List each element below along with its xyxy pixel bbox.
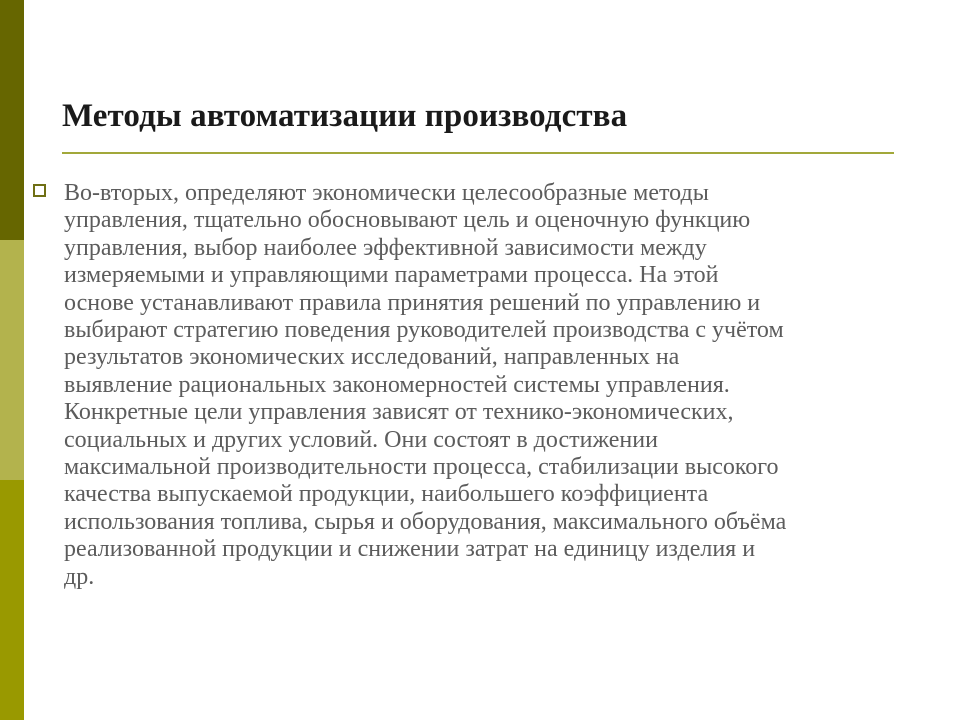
square-bullet-icon	[33, 184, 46, 197]
sidebar-decoration	[0, 0, 24, 720]
bullet-paragraph: Во-вторых, определяют экономически целесообразные методы управления, тщательно обосновывают цель и оценочную функцию управления, выбор наиболее эффективной зависимости между измеряемыми и управляющими параметрами процесса. На этой основе устанавливают правила принятия решений по управлению и выбирают стратегию поведения руководителей производства с учётом результатов экономических исследований, направленных на выявление рациональных закономерностей системы управления. Конкретные цели управления зависят от технико-экономических, социальных и других условий. Они состоят в достижении максимальной производительности процесса, стабилизации высокого качества выпускаемой продукции, наибольшего коэффициента использования топлива, сырья и оборудования, максимального объёма реализованной продукции и снижении затрат на единицу изделия и др.	[64, 180, 787, 590]
sidebar-band-dark	[0, 0, 24, 240]
sidebar-band-mid	[0, 480, 24, 720]
slide-title: Методы автоматизации производства	[62, 98, 628, 134]
title-underline	[62, 152, 894, 154]
sidebar-band-light	[0, 240, 24, 480]
